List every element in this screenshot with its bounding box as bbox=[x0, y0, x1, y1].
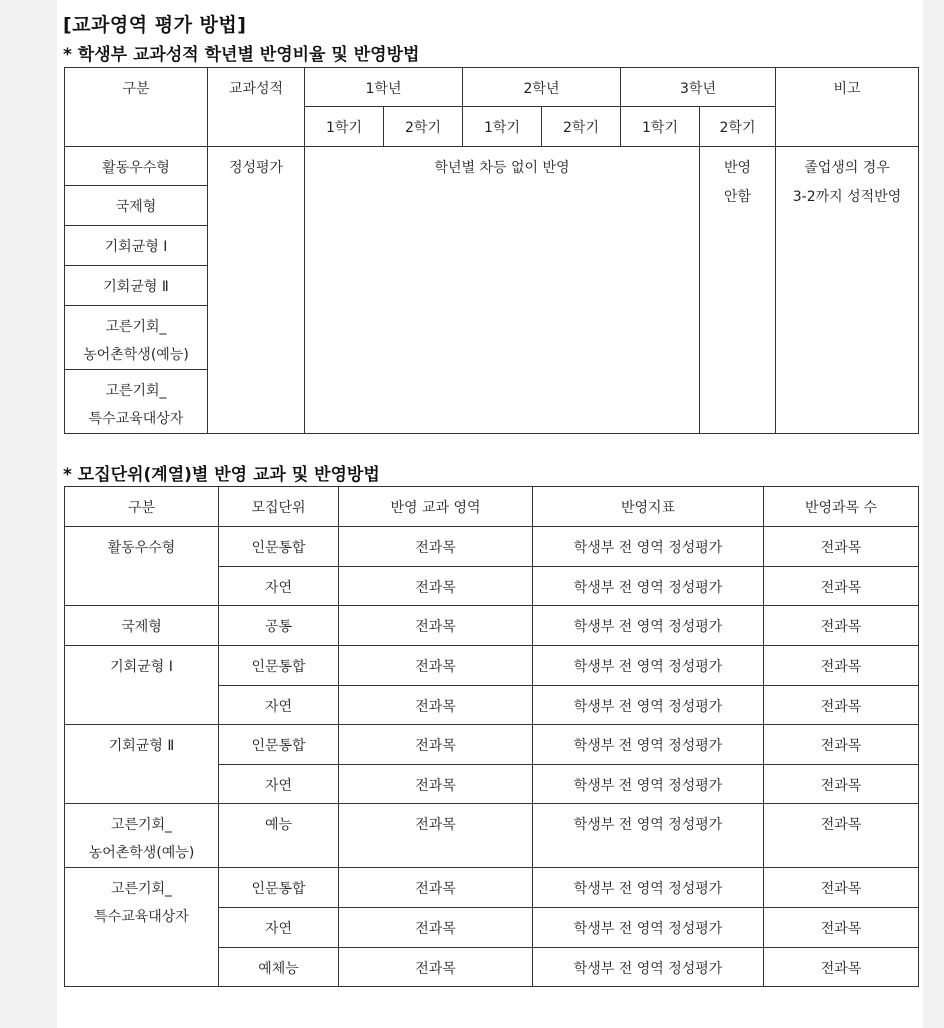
unit-cell: 인문통합 bbox=[219, 725, 339, 765]
section-heading-subjects: * 모집단위(계열)별 반영 교과 및 반영방법 bbox=[63, 465, 380, 485]
note-line: 졸업생의 경우 bbox=[804, 160, 890, 176]
count-cell: 전과목 bbox=[764, 606, 919, 646]
index-cell: 학생부 전 영역 정성평가 bbox=[533, 948, 764, 987]
area-cell: 전과목 bbox=[339, 908, 533, 948]
header-year3: 3학년 bbox=[621, 68, 776, 107]
header-row bbox=[65, 68, 919, 107]
area-cell: 전과목 bbox=[339, 804, 533, 868]
category-cell: 기회균형 Ⅱ bbox=[65, 266, 208, 306]
header-year1: 1학년 bbox=[305, 68, 463, 107]
area-cell: 전과목 bbox=[339, 567, 533, 606]
category-line: 고른기회_ bbox=[105, 383, 167, 399]
table-row bbox=[65, 606, 919, 646]
category-cell: 활동우수형 bbox=[65, 527, 219, 606]
area-cell: 전과목 bbox=[339, 868, 533, 908]
category-cell: 국제형 bbox=[65, 606, 219, 646]
area-cell: 전과목 bbox=[339, 765, 533, 804]
category-line: 농어촌학생(예능) bbox=[83, 347, 189, 363]
count-cell: 전과목 bbox=[764, 567, 919, 606]
count-cell: 전과목 bbox=[764, 868, 919, 908]
remark-note-cell bbox=[776, 147, 919, 434]
count-cell: 전과목 bbox=[764, 765, 919, 804]
category-line: 고른기회_ bbox=[110, 881, 173, 897]
unit-cell: 자연 bbox=[219, 686, 339, 725]
area-cell: 전과목 bbox=[339, 725, 533, 765]
unit-cell: 자연 bbox=[219, 567, 339, 606]
section-heading-grade-ratio: * 학생부 교과성적 학년별 반영비율 및 반영방법 bbox=[63, 45, 420, 65]
index-cell: 학생부 전 영역 정성평가 bbox=[533, 527, 764, 567]
category-cell: 국제형 bbox=[65, 186, 208, 226]
header-grades: 교과성적 bbox=[208, 68, 305, 147]
unit-cell: 인문통합 bbox=[219, 646, 339, 686]
area-cell: 전과목 bbox=[339, 606, 533, 646]
table-row bbox=[65, 527, 919, 567]
table-row bbox=[65, 646, 919, 686]
unit-cell: 예체능 bbox=[219, 948, 339, 987]
index-cell: 학생부 전 영역 정성평가 bbox=[533, 804, 764, 868]
unit-cell: 인문통합 bbox=[219, 868, 339, 908]
unit-cell: 자연 bbox=[219, 908, 339, 948]
count-cell: 전과목 bbox=[764, 686, 919, 725]
index-cell: 학생부 전 영역 정성평가 bbox=[533, 908, 764, 948]
semester-cell: 2학기 bbox=[384, 107, 463, 147]
index-cell: 학생부 전 영역 정성평가 bbox=[533, 646, 764, 686]
index-cell: 학생부 전 영역 정성평가 bbox=[533, 567, 764, 606]
table-row bbox=[65, 868, 919, 908]
index-cell: 학생부 전 영역 정성평가 bbox=[533, 725, 764, 765]
semester-cell: 1학기 bbox=[463, 107, 542, 147]
index-cell: 학생부 전 영역 정성평가 bbox=[533, 868, 764, 908]
category-line: 농어촌학생(예능) bbox=[88, 845, 195, 861]
subject-table bbox=[64, 486, 919, 987]
index-cell: 학생부 전 영역 정성평가 bbox=[533, 686, 764, 725]
grade-method-cell: 정성평가 bbox=[208, 147, 305, 434]
count-cell: 전과목 bbox=[764, 948, 919, 987]
unit-cell: 자연 bbox=[219, 765, 339, 804]
category-cell bbox=[65, 306, 208, 370]
category-line: 특수교육대상자 bbox=[88, 411, 184, 427]
count-cell: 전과목 bbox=[764, 908, 919, 948]
table-row bbox=[65, 804, 919, 868]
note-line: 반영 bbox=[723, 160, 752, 176]
category-cell: 기회균형 Ⅰ bbox=[65, 646, 219, 725]
category-line: 고른기회_ bbox=[105, 319, 167, 335]
unit-cell: 인문통합 bbox=[219, 527, 339, 567]
grade-ratio-table bbox=[64, 67, 919, 434]
year3-sem2-note-cell bbox=[700, 147, 776, 434]
reflection-cell: 학년별 차등 없이 반영 bbox=[305, 147, 700, 434]
category-cell bbox=[65, 804, 219, 868]
unit-cell: 예능 bbox=[219, 804, 339, 868]
page-title: [교과영역 평가 방법] bbox=[63, 14, 247, 36]
area-cell: 전과목 bbox=[339, 948, 533, 987]
category-cell: 활동우수형 bbox=[65, 147, 208, 186]
unit-cell: 공통 bbox=[219, 606, 339, 646]
category-cell bbox=[65, 868, 219, 987]
index-cell: 학생부 전 영역 정성평가 bbox=[533, 606, 764, 646]
semester-cell: 1학기 bbox=[305, 107, 384, 147]
count-cell: 전과목 bbox=[764, 725, 919, 765]
category-line: 고른기회_ bbox=[110, 817, 173, 833]
table-row bbox=[65, 725, 919, 765]
note-line: 3-2까지 성적반영 bbox=[792, 189, 902, 205]
header-unit: 모집단위 bbox=[219, 487, 339, 527]
header-index: 반영지표 bbox=[533, 487, 764, 527]
semester-cell: 2학기 bbox=[700, 107, 776, 147]
header-category: 구분 bbox=[65, 487, 219, 527]
header-category: 구분 bbox=[65, 68, 208, 147]
area-cell: 전과목 bbox=[339, 686, 533, 725]
note-line: 안함 bbox=[723, 189, 752, 205]
index-cell: 학생부 전 영역 정성평가 bbox=[533, 765, 764, 804]
header-row bbox=[65, 487, 919, 527]
header-year2: 2학년 bbox=[463, 68, 621, 107]
header-count: 반영과목 수 bbox=[764, 487, 919, 527]
area-cell: 전과목 bbox=[339, 646, 533, 686]
count-cell: 전과목 bbox=[764, 804, 919, 868]
area-cell: 전과목 bbox=[339, 527, 533, 567]
category-cell bbox=[65, 370, 208, 434]
header-remark: 비고 bbox=[776, 68, 919, 147]
category-cell: 기회균형 Ⅱ bbox=[65, 725, 219, 804]
category-cell: 기회균형 Ⅰ bbox=[65, 226, 208, 266]
count-cell: 전과목 bbox=[764, 646, 919, 686]
table-row bbox=[65, 147, 919, 186]
category-line: 특수교육대상자 bbox=[94, 909, 189, 925]
semester-cell: 2학기 bbox=[542, 107, 621, 147]
semester-cell: 1학기 bbox=[621, 107, 700, 147]
header-area: 반영 교과 영역 bbox=[339, 487, 533, 527]
count-cell: 전과목 bbox=[764, 527, 919, 567]
